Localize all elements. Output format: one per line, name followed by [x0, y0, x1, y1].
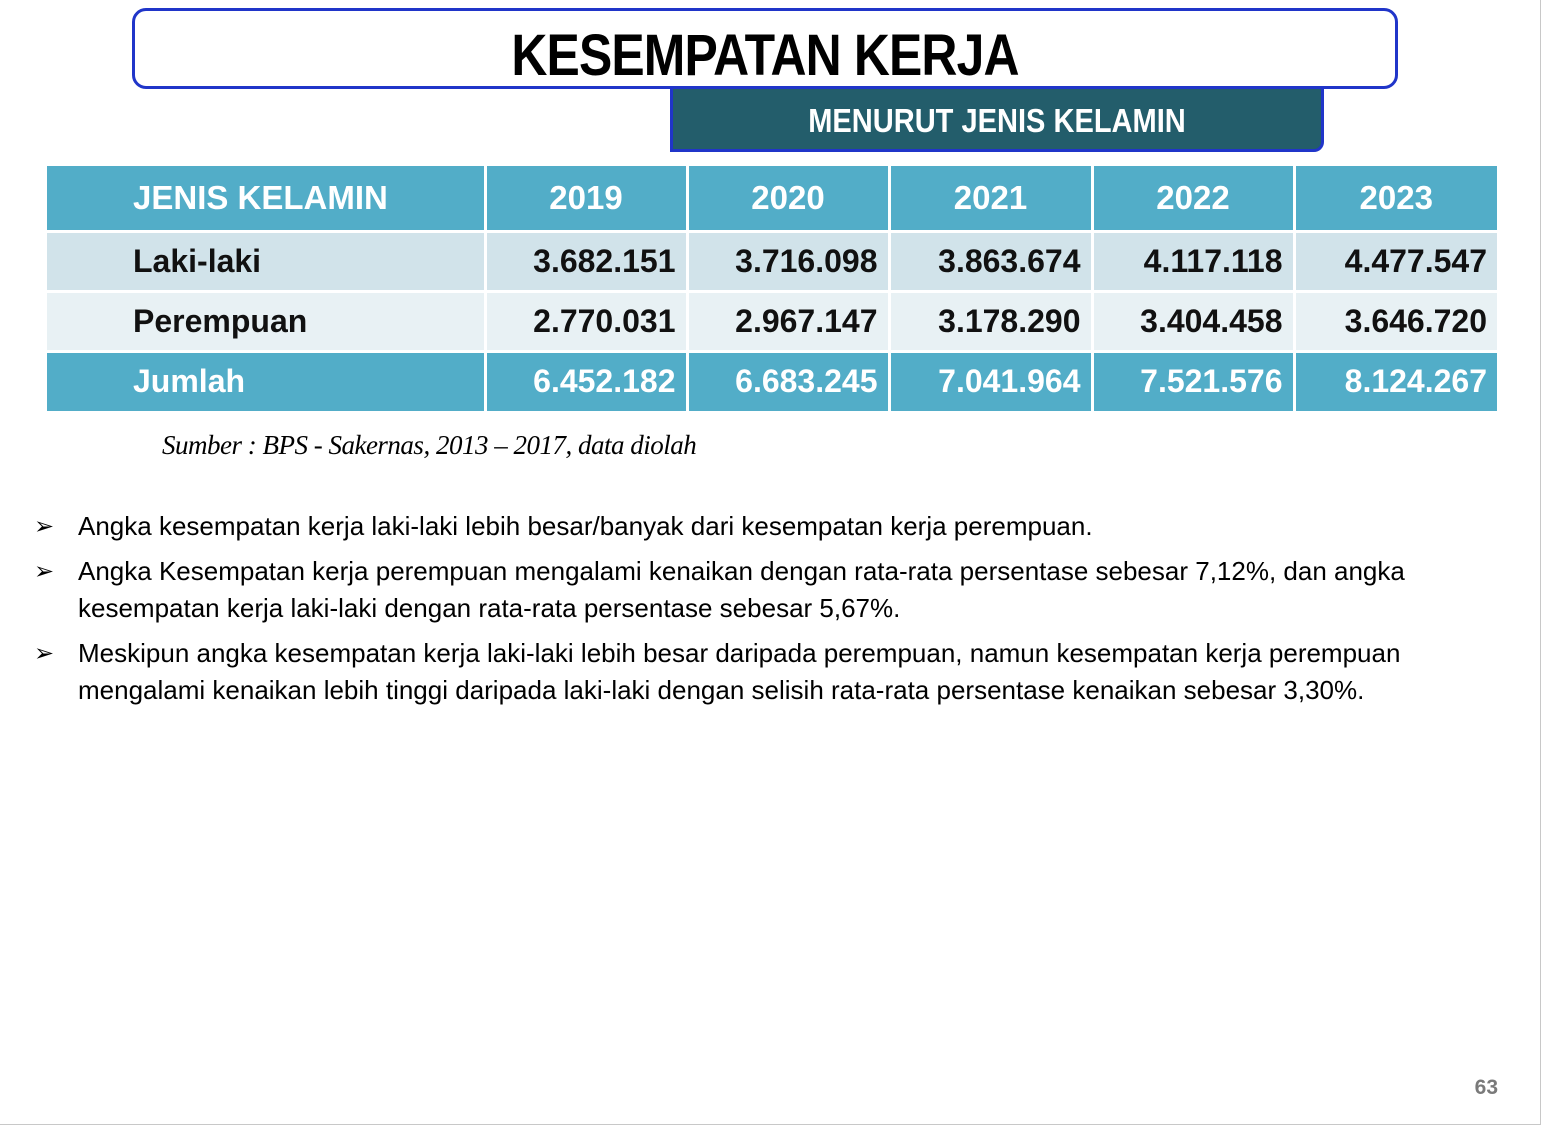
table-header-row	[47, 166, 1497, 231]
title-box	[132, 8, 1398, 89]
list-item	[34, 635, 1524, 709]
row-label: Perempuan	[47, 291, 485, 351]
column-header: 2020	[687, 166, 889, 231]
table-cell: 2.967.147	[687, 291, 889, 351]
table-cell: 3.178.290	[889, 291, 1092, 351]
column-header: 2019	[485, 166, 687, 231]
list-item	[34, 508, 1524, 545]
column-header: 2023	[1294, 166, 1497, 231]
page-number: 63	[1474, 1076, 1498, 1099]
table-cell: 4.117.118	[1092, 231, 1294, 291]
arrowhead-bullet-icon: ➢	[34, 557, 55, 585]
arrowhead-bullet-icon: ➢	[34, 639, 55, 667]
table-cell: 3.716.098	[687, 231, 889, 291]
table-cell: 7.521.576	[1092, 351, 1294, 411]
table-cell: 3.863.674	[889, 231, 1092, 291]
table-cell: 2.770.031	[485, 291, 687, 351]
arrowhead-bullet-icon: ➢	[34, 512, 55, 540]
table-cell: 6.683.245	[687, 351, 889, 411]
bullet-text: Angka Kesempatan kerja perempuan mengalami kenaikan dengan rata-rata persentase sebesar 7,12%, dan angka kesempatan kerja laki-laki dengan rata-rata persentase sebesar 5,67%.	[78, 556, 1405, 623]
table-cell: 3.404.458	[1092, 291, 1294, 351]
bullet-text: Angka kesempatan kerja laki-laki lebih besar/banyak dari kesempatan kerja perempuan.	[78, 511, 1093, 541]
page-subtitle: MENURUT JENIS KELAMIN	[808, 102, 1186, 139]
list-item	[34, 553, 1524, 627]
table-cell: 8.124.267	[1294, 351, 1497, 411]
row-label: Laki-laki	[47, 231, 485, 291]
table-row	[47, 291, 1497, 351]
table-row	[47, 231, 1497, 291]
employment-table	[47, 166, 1497, 411]
table-cell: 7.041.964	[889, 351, 1092, 411]
bullet-list	[34, 508, 1524, 717]
table-cell: 6.452.182	[485, 351, 687, 411]
table-total-row	[47, 351, 1497, 411]
subtitle-box	[670, 89, 1324, 152]
row-label: Jumlah	[47, 351, 485, 411]
bullet-text: Meskipun angka kesempatan kerja laki-laki lebih besar daripada perempuan, namun kesempatan kerja perempuan mengalami kenaikan lebih tinggi daripada laki-laki dengan selisih rata-rata persentase kenaikan sebesar 3,30%.	[78, 638, 1401, 705]
column-header: 2021	[889, 166, 1092, 231]
page-title: KESEMPATAN KERJA	[511, 23, 1019, 88]
source-note: Sumber : BPS - Sakernas, 2013 – 2017, data diolah	[162, 430, 697, 460]
table-cell: 3.646.720	[1294, 291, 1497, 351]
table-cell: 4.477.547	[1294, 231, 1497, 291]
column-header: JENIS KELAMIN	[47, 166, 485, 231]
table-cell: 3.682.151	[485, 231, 687, 291]
column-header: 2022	[1092, 166, 1294, 231]
